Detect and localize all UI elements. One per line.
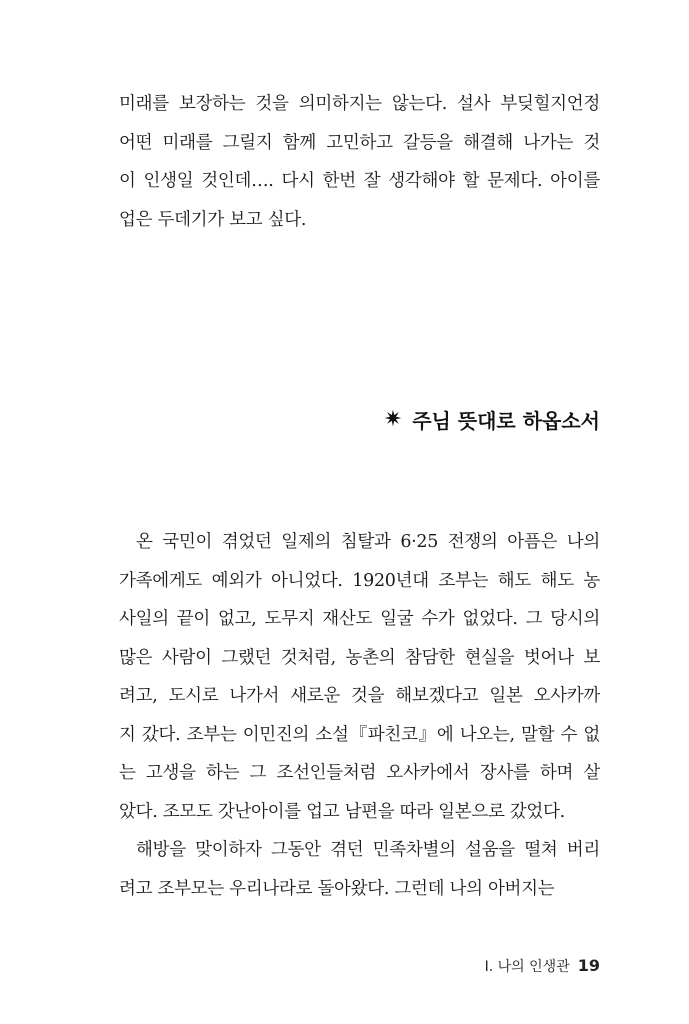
text-line: 어떤 미래를 그릴지 함께 고민하고 갈등을 해결해 나가는 것 [119,132,600,153]
page-number: 19 [577,956,600,975]
text-line: 는 고생을 하는 그 조선인들처럼 오사카에서 장사를 하며 살 [119,763,600,783]
text-line: 해방을 맞이하자 그동안 겪던 민족차별의 설움을 떨쳐 버리 [136,840,600,860]
text-line: 사일의 끝이 없고, 도무지 재산도 일굴 수가 없었다. 그 당시의 [119,609,600,629]
text-line: 가족에게도 예외가 아니었다. 1920년대 조부는 해도 해도 농 [119,570,600,591]
section-heading [384,405,600,434]
text-line: 미래를 보장하는 것을 의미하지는 않는다. 설사 부딪힐지언정 [119,94,600,114]
text-line: 업은 두데기가 보고 싶다. [119,209,307,230]
text-line: 았다. 조모도 갓난아이를 업고 남편을 따라 일본으로 갔었다. [119,801,565,822]
section-heading-title: 주님 뜻대로 하옵소서 [412,409,600,433]
text-line: 려고, 도시로 나가서 새로운 것을 해보겠다고 일본 오사카까 [119,686,600,706]
text-line: 려고 조부모는 우리나라로 돌아왔다. 그런데 나의 아버지는 [119,878,555,899]
text-line: 지 갔다. 조부는 이민진의 소설『파친코』에 나오는, 말할 수 없 [119,724,600,745]
text-line: 많은 사람이 그랬던 것처럼, 농촌의 참담한 현실을 벗어나 보 [119,647,600,668]
text-line: 온 국민이 겪었던 일제의 침탈과 6·25 전쟁의 아픔은 나의 [136,532,600,552]
page-footer [485,956,600,976]
running-footer-section: Ⅰ. 나의 인생관 [484,959,570,975]
paragraph-2 [119,523,600,908]
asterisk-star-icon: ✷ [383,406,403,432]
paragraph-1 [119,85,600,239]
text-line: 이 인생일 것인데…. 다시 한번 잘 생각해야 할 문제다. 아이를 [119,171,600,191]
